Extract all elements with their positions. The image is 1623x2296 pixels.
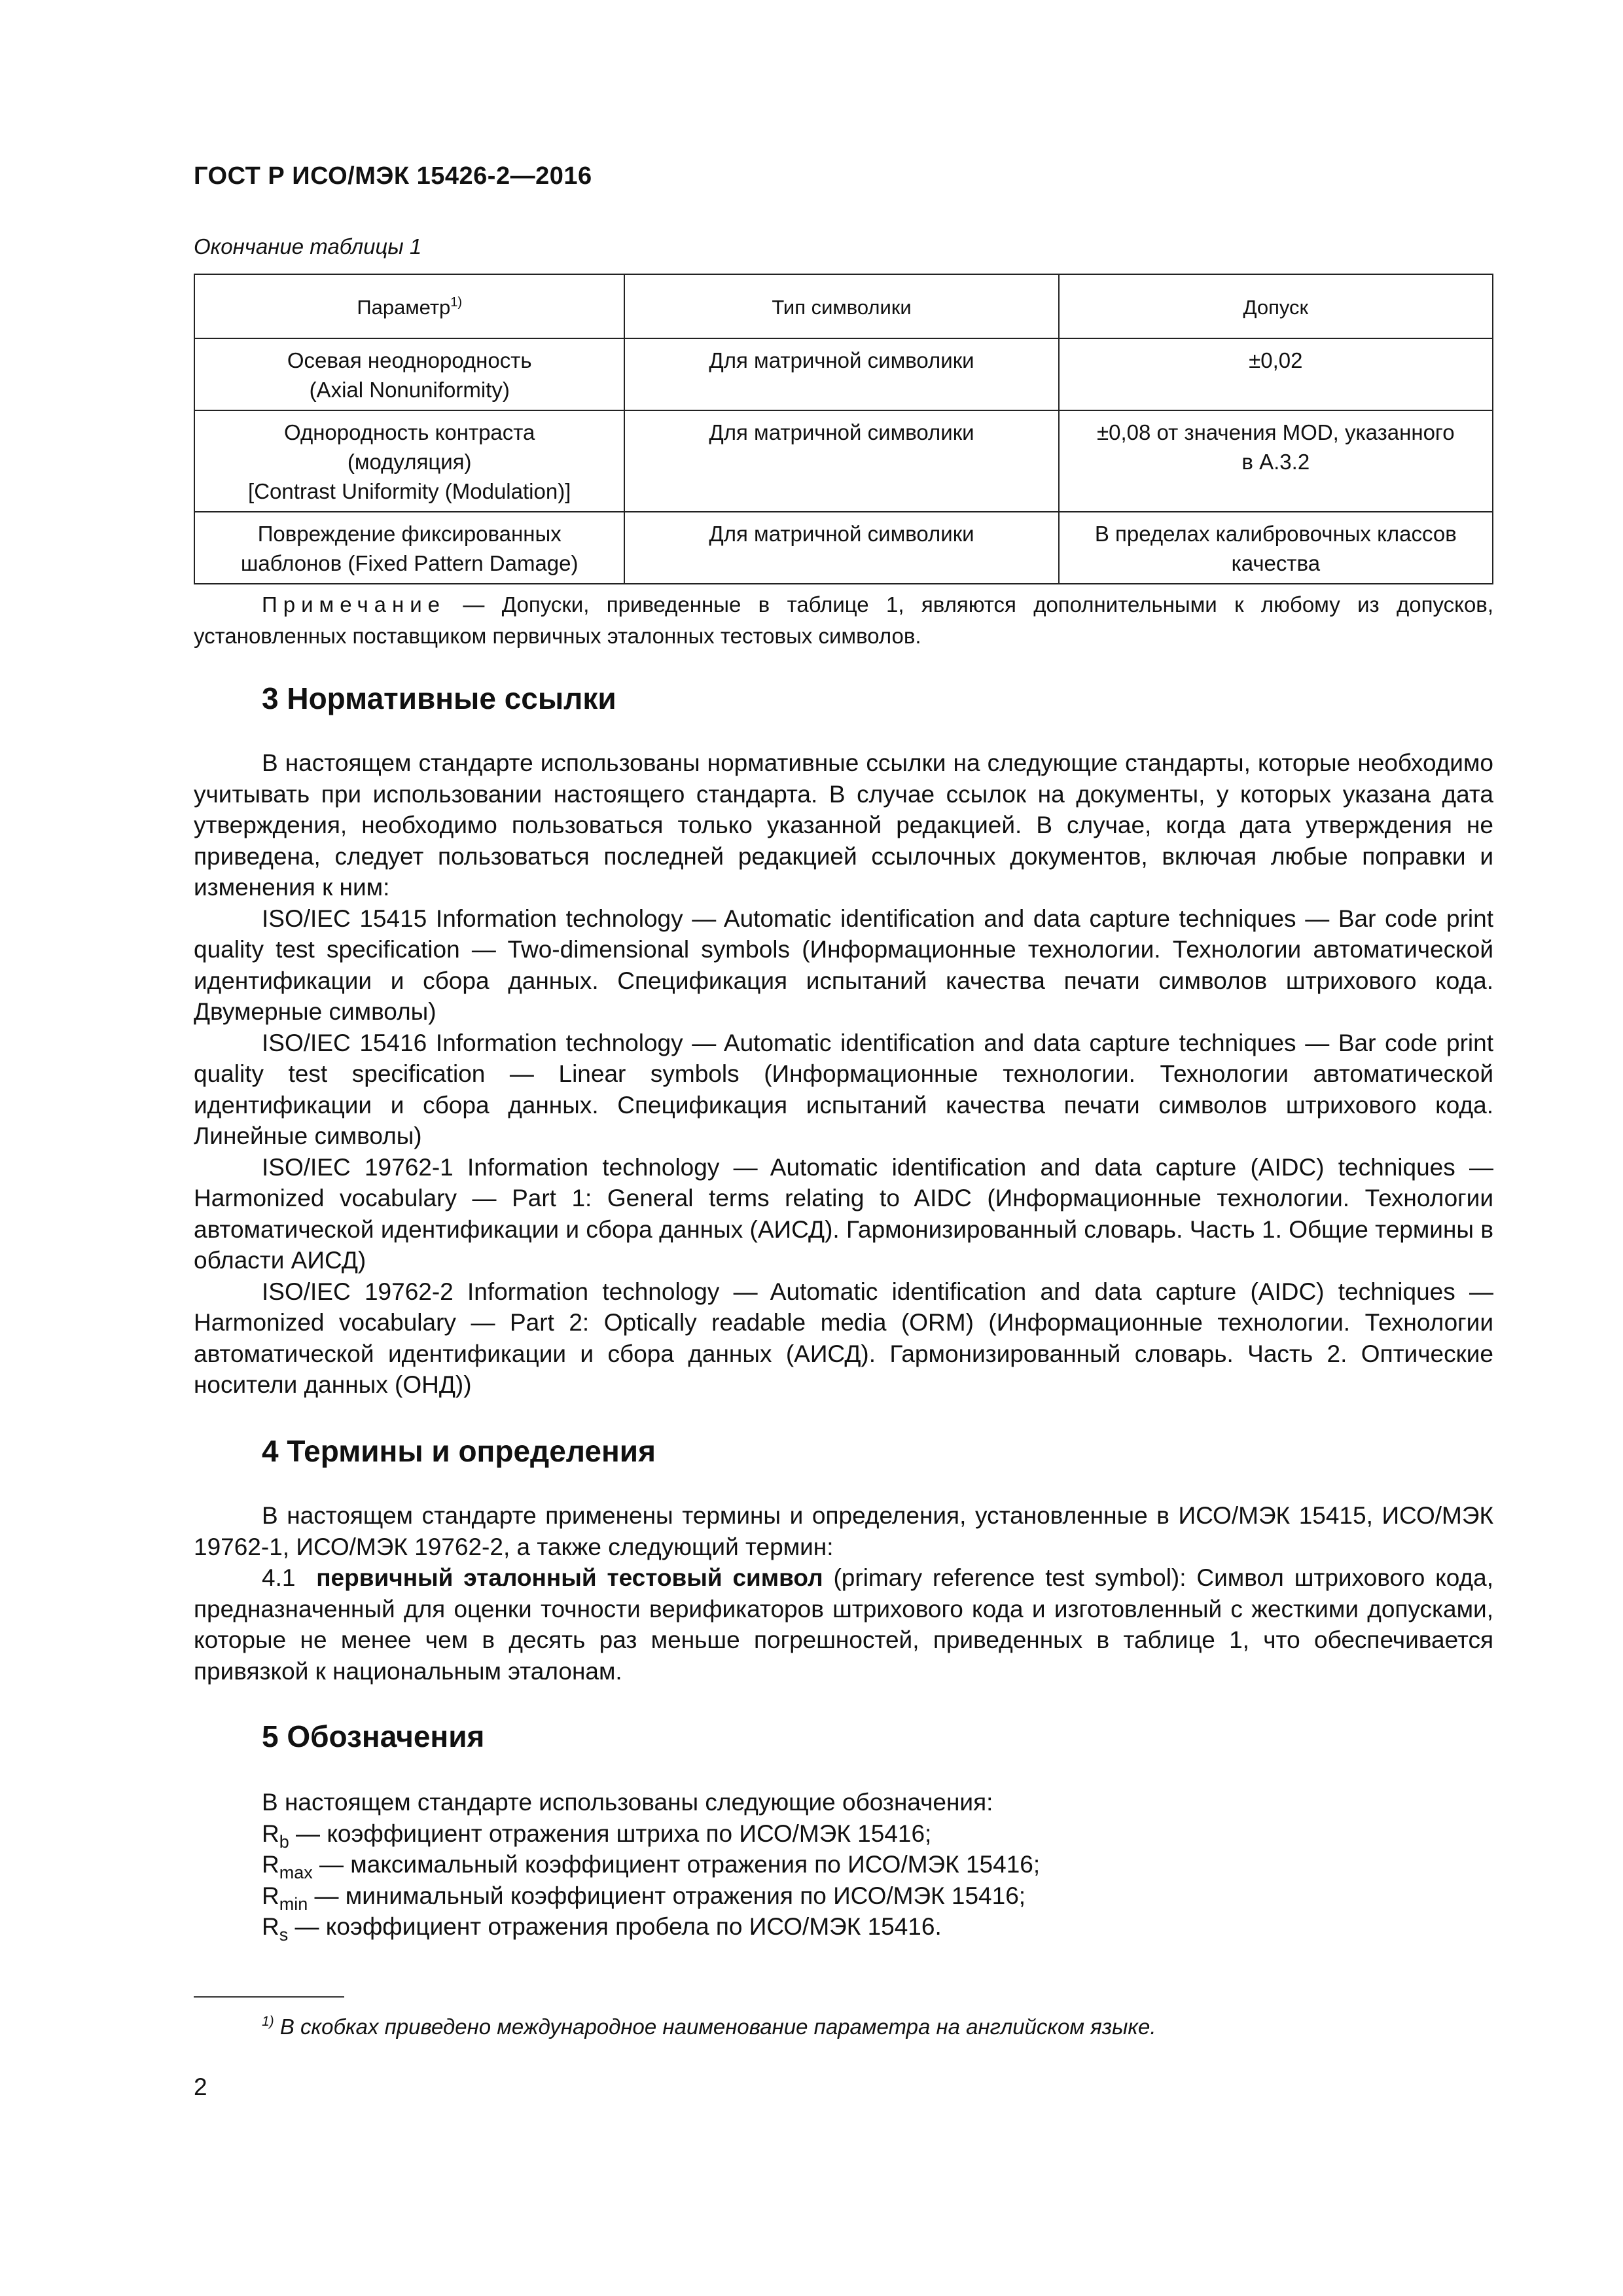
term-number: 4.1 bbox=[262, 1564, 296, 1591]
reference-item: ISO/IEC 19762-2 Information technology — Automatic identification and data capture (AIDC) techniques — Harmonized vocabulary — Part 2: Optically readable media (ORM) (Информационные технологии. Технологии автоматической идентификации и сбора данных (АИСД). Гармонизированный словарь. Часть 2. Оптические носители данных (ОНД)) bbox=[194, 1278, 1493, 1398]
section-3-title: 3 Нормативные ссылки bbox=[262, 681, 616, 715]
symbol-item: $R_b$ — коэффициент отражения штриха по ИСО/МЭК 15416; bbox=[262, 1820, 932, 1852]
table-row bbox=[194, 338, 1493, 410]
header-cell-tolerance: Допуск bbox=[1059, 274, 1493, 338]
symbol-item: $R_s$ — коэффициент отражения пробела по ИСО/МЭК 15416. bbox=[262, 1913, 942, 1945]
table-row bbox=[194, 410, 1493, 512]
paragraph: В настоящем стандарте использованы нормативные ссылки на следующие стандарты, которые необходимо учитывать при использовании настоящего стандарта. В случае ссылок на документы, у которых указана дата утверждения, необходимо пользоваться только указанной редакцией. В случае, когда дата утверждения не приведена, следует пользоваться последней редакцией ссылочных документов, включая любые поправки и изменения к ним: bbox=[194, 749, 1493, 901]
page-number: 2 bbox=[194, 2073, 207, 2100]
footnote-mark: 1) bbox=[450, 295, 463, 310]
symbol-item: $R_{min}$ — минимальный коэффициент отражения по ИСО/МЭК 15416; bbox=[262, 1882, 1026, 1914]
footnote-text: В скобках приведено международное наименование параметра на английском языке. bbox=[274, 2015, 1156, 2039]
section-5-body bbox=[262, 1787, 1492, 1943]
type-cell: Для матричной символики bbox=[624, 338, 1058, 410]
reference-item: ISO/IEC 15416 Information technology — Automatic identification and data capture techniques — Bar code print quality test specification — Linear symbols (Информационные технологии. Технологии автоматической идентификации и сбора данных. Спецификация испытаний качества печати символов штрихового кода. Линейные символы) bbox=[194, 1029, 1493, 1149]
header-cell-symbology-type: Тип символики bbox=[624, 274, 1058, 338]
symbol-item: $R_{max}$ — максимальный коэффициент отражения по ИСО/МЭК 15416; bbox=[262, 1851, 1041, 1882]
type-cell: Для матричной символики bbox=[624, 512, 1058, 584]
term-name: первичный эталонный тестовый символ bbox=[316, 1564, 823, 1591]
section-4-title: 4 Термины и определения bbox=[262, 1434, 656, 1468]
note-label: Примечание bbox=[262, 592, 446, 617]
term-definition bbox=[194, 1562, 1493, 1687]
table-row bbox=[194, 512, 1493, 584]
header-cell-parameter: Параметр$^{1)}$ bbox=[194, 274, 624, 338]
tolerance-cell: ±0,02 bbox=[1059, 338, 1493, 410]
paragraph: В настоящем стандарте использованы следующие обозначения: bbox=[262, 1789, 993, 1816]
reference-item: ISO/IEC 19762-1 Information technology — Automatic identification and data capture (AIDC) techniques — Harmonized vocabulary — Part 1: General terms relating to AIDC (Информационные технологии. Технологии автоматической идентификации и сбора данных (АИСД). Гармонизированный словарь. Часть 1. Общие термины в области АИСД) bbox=[194, 1153, 1493, 1274]
param-cell: Повреждение фиксированных шаблонов (Fixed Pattern Damage) bbox=[194, 512, 624, 584]
tolerance-table bbox=[194, 274, 1493, 584]
type-cell: Для матричной символики bbox=[624, 410, 1058, 512]
term-text: (primary reference test symbol): Символ штрихового кода, предназначенный для оценки точности верификаторов штрихового кода и изготовленный с жесткими допусками, которые не менее чем в десять раз меньше погрешностей, приведенных в таблице 1, что обеспечивается привязкой к национальным эталонам. bbox=[194, 1564, 1494, 1685]
table-header-row bbox=[194, 274, 1493, 338]
section-5-title: 5 Обозначения bbox=[262, 1719, 485, 1753]
footnote-mark: 1) bbox=[262, 2014, 274, 2029]
tolerance-cell: В пределах калибровочных классов качества bbox=[1059, 512, 1493, 584]
reference-item: ISO/IEC 15415 Information technology — Automatic identification and data capture techniques — Bar code print quality test specification — Two-dimensional symbols (Информационные технологии. Технологии автоматической идентификации и сбора данных. Спецификация испытаний качества печати символов штрихового кода. Двумерные символы) bbox=[194, 905, 1493, 1025]
param-cell: Осевая неоднородность (Axial Nonuniformity) bbox=[194, 338, 624, 410]
note-text: — Допуски, приведенные в таблице 1, являются дополнительными к любому из допусков, установленных поставщиком первичных эталонных тестовых символов. bbox=[194, 592, 1493, 648]
table-note bbox=[194, 589, 1493, 652]
table-caption: Окончание таблицы 1 bbox=[194, 234, 422, 259]
document-header: ГОСТ Р ИСО/МЭК 15426-2—2016 bbox=[194, 162, 592, 190]
section-4-body bbox=[194, 1500, 1493, 1687]
footnote-divider bbox=[194, 1996, 344, 1998]
section-3-body bbox=[194, 747, 1493, 1401]
paragraph: В настоящем стандарте применены термины и определения, установленные в ИСО/МЭК 15415, ИСО/МЭК 19762-1, ИСО/МЭК 19762-2, а также следующий термин: bbox=[194, 1502, 1493, 1560]
param-cell: Однородность контраста (модуляция) [Contrast Uniformity (Modulation)] bbox=[194, 410, 624, 512]
tolerance-cell: ±0,08 от значения MOD, указанного в А.3.2 bbox=[1059, 410, 1493, 512]
footnote bbox=[262, 2015, 1156, 2039]
